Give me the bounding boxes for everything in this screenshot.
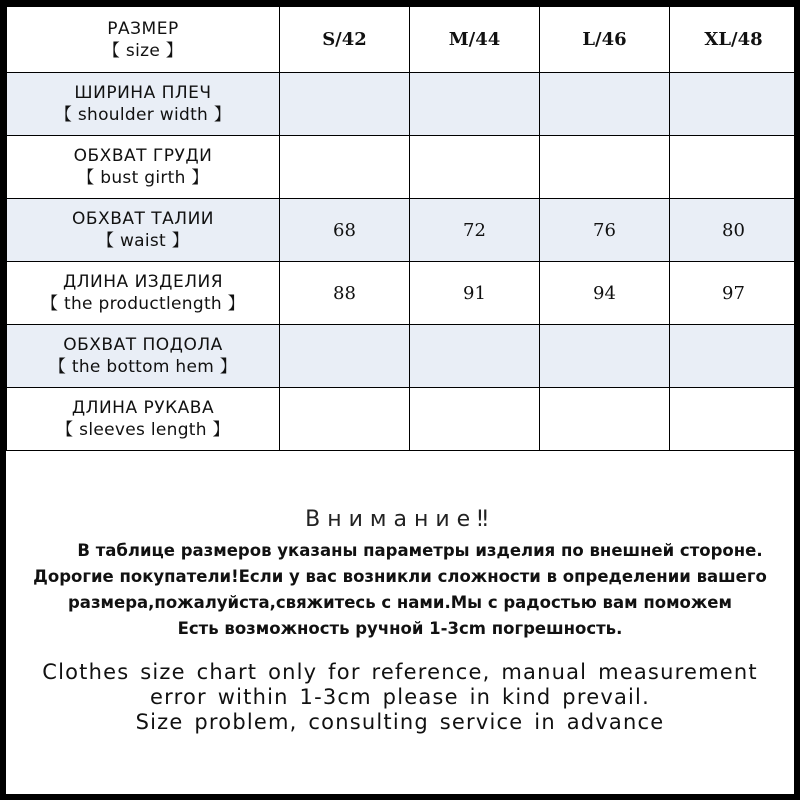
notice-section	[6, 506, 794, 735]
table-cell: 80	[670, 199, 795, 262]
size-chart-page	[6, 6, 794, 794]
row-label-cell	[7, 199, 280, 262]
row-label-en: 【 shoulder width 】	[54, 105, 232, 125]
row-label-en: 【 the productlength 】	[41, 294, 245, 314]
row-label-ru: ДЛИНА ИЗДЕЛИЯ	[62, 272, 224, 292]
table-cell	[670, 136, 795, 199]
size-column-header: XL/48	[670, 7, 795, 73]
notice-en-line: Clothes size chart only for reference, manual measurement	[42, 660, 758, 684]
table-cell	[670, 325, 795, 388]
row-label-ru: ОБХВАТ ТАЛИИ	[72, 209, 214, 229]
table-row	[7, 262, 795, 325]
row-label-en: 【 waist 】	[96, 231, 190, 251]
table-row	[7, 388, 795, 451]
notice-en-line: error within 1-3cm please in kind prevail.	[150, 685, 650, 709]
row-label-cell	[7, 73, 280, 136]
size-table	[6, 6, 794, 451]
row-label-cell	[7, 388, 280, 451]
table-header-row	[7, 7, 795, 73]
table-row	[7, 199, 795, 262]
row-label-en: 【 sleeves length 】	[56, 420, 230, 440]
row-label-ru: ДЛИНА РУКАВА	[71, 398, 215, 418]
table-cell	[410, 136, 540, 199]
table-cell	[410, 73, 540, 136]
notice-ru-line: В таблице размеров указаны параметры изделия по внешней стороне.	[77, 541, 763, 560]
row-label-ru: ШИРИНА ПЛЕЧ	[74, 83, 212, 103]
notice-en-block	[6, 660, 794, 735]
row-label-cell	[7, 262, 280, 325]
table-cell	[540, 325, 670, 388]
row-label-cell	[7, 325, 280, 388]
size-header-cell	[7, 7, 280, 73]
table-cell: 97	[670, 262, 795, 325]
table-cell: 88	[280, 262, 410, 325]
size-column-header: S/42	[280, 7, 410, 73]
table-cell	[280, 136, 410, 199]
size-column-header: M/44	[410, 7, 540, 73]
row-label-ru: ОБХВАТ ПОДОЛА	[63, 335, 223, 355]
size-column-header: L/46	[540, 7, 670, 73]
table-cell: 68	[280, 199, 410, 262]
table-row	[7, 325, 795, 388]
row-label-ru: ОБХВАТ ГРУДИ	[73, 146, 213, 166]
table-cell	[540, 388, 670, 451]
size-label-ru: РАЗМЕР	[107, 18, 179, 39]
notice-ru-line: Дорогие покупатели!Если у вас возникли сложности в определении вашего	[33, 567, 767, 586]
table-cell	[670, 73, 795, 136]
notice-ru-line: Есть возможность ручной 1-3cm погрешность.	[177, 619, 623, 638]
notice-title: Внимание‼	[305, 507, 495, 532]
table-cell	[410, 325, 540, 388]
notice-ru-line: размера,пожалуйста,свяжитесь с нами.Мы с радостью вам поможем	[68, 593, 732, 612]
table-cell: 94	[540, 262, 670, 325]
table-cell	[410, 388, 540, 451]
table-cell	[280, 388, 410, 451]
row-label-cell	[7, 136, 280, 199]
row-label-en: 【 bust girth 】	[77, 168, 209, 188]
table-cell	[670, 388, 795, 451]
table-cell: 91	[410, 262, 540, 325]
row-label-en: 【 the bottom hem 】	[48, 357, 238, 377]
table-cell	[280, 73, 410, 136]
table-cell	[540, 73, 670, 136]
table-row	[7, 73, 795, 136]
size-label-en: 【 size 】	[102, 40, 184, 61]
table-cell: 76	[540, 199, 670, 262]
table-cell	[540, 136, 670, 199]
table-cell	[280, 325, 410, 388]
table-cell: 72	[410, 199, 540, 262]
table-row	[7, 136, 795, 199]
notice-en-line: Size problem, consulting service in advance	[135, 710, 665, 734]
